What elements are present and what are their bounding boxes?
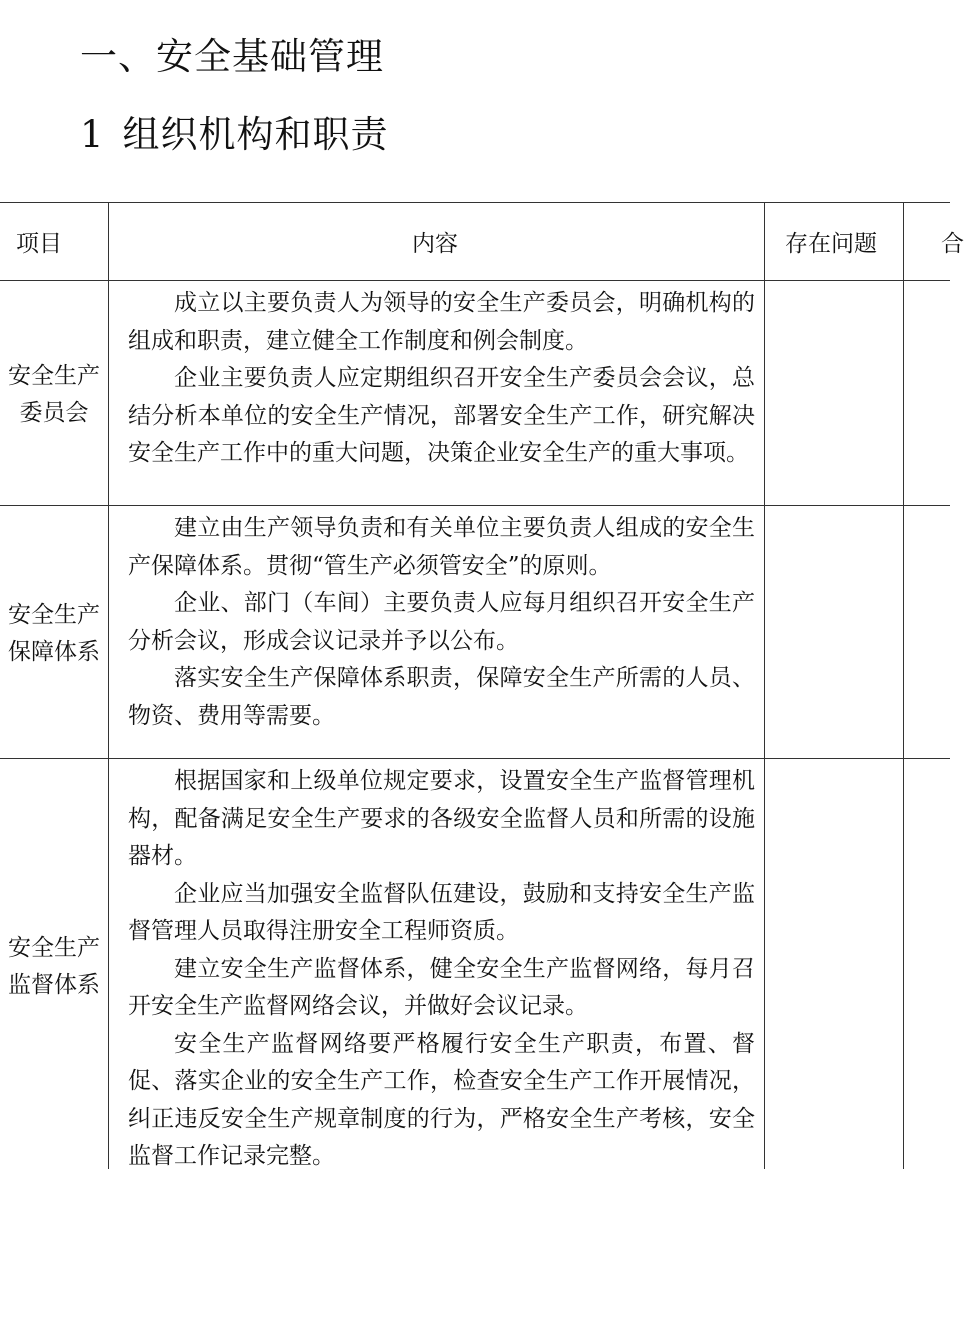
subsection-number: 1 xyxy=(80,113,105,156)
content-paragraph: 成立以主要负责人为领导的安全生产委员会，明确机构的组成和职责，建立健全工作制度和例会制度。 xyxy=(128,290,755,354)
row-item-line: 委员会 xyxy=(19,400,89,426)
header-fifth: 合 xyxy=(941,231,964,257)
content-paragraph: 建立安全生产监督体系，健全安全生产监督网络，每月召开安全生产监督网络会议，并做好会议记录。 xyxy=(128,955,755,1019)
content-paragraph: 企业、部门（车间）主要负责人应每月组织召开安全生产分析会议，形成会议记录并予以公布。 xyxy=(128,590,755,654)
row-item xyxy=(0,597,108,677)
row-item xyxy=(0,358,108,438)
content-paragraph: 根据国家和上级单位规定要求，设置安全生产监督管理机构，配备满足安全生产要求的各级安全监督人员和所需的设施器材。 xyxy=(128,768,755,869)
row-item xyxy=(0,930,108,1010)
content-paragraph: 安全生产监督网络要严格履行安全生产职责，布置、督促、落实企业的安全生产工作，检查安全生产工作开展情况，纠正违反安全生产规章制度的行为，严格安全生产考核，安全监督工作记录完整。 xyxy=(128,1030,755,1169)
row-divider xyxy=(0,758,950,759)
header-divider xyxy=(0,280,950,281)
column-divider xyxy=(764,202,765,1169)
header-content: 内容 xyxy=(412,231,458,257)
header-issues: 存在问题 xyxy=(785,231,877,257)
row-content xyxy=(128,285,755,503)
table-border-top xyxy=(0,202,950,203)
row-item-line: 安全生产 xyxy=(8,935,100,961)
row-item-line: 安全生产 xyxy=(8,602,100,628)
subsection-title: 组织机构和职责 xyxy=(122,113,389,156)
row-content xyxy=(128,763,755,1173)
row-item-line: 安全生产 xyxy=(8,363,100,389)
section-heading: 一、安全基础管理 xyxy=(80,35,384,78)
content-paragraph: 企业应当加强安全监督队伍建设，鼓励和支持安全生产监督管理人员取得注册安全工程师资质。 xyxy=(128,880,755,944)
content-paragraph: 企业主要负责人应定期组织召开安全生产委员会会议，总结分析本单位的安全生产情况，部署安全生产工作，研究解决安全生产工作中的重大问题，决策企业安全生产的重大事项。 xyxy=(128,365,755,466)
row-item-line: 监督体系 xyxy=(8,972,100,998)
content-paragraph: 落实安全生产保障体系职责，保障安全生产所需的人员、物资、费用等需要。 xyxy=(128,665,755,729)
column-divider xyxy=(903,202,904,1169)
row-item-line: 保障体系 xyxy=(8,639,100,665)
row-divider xyxy=(0,505,950,506)
content-paragraph: 建立由生产领导负责和有关单位主要负责人组成的安全生产保障体系。贯彻“管生产必须管安全”的原则。 xyxy=(128,515,755,579)
header-item: 项目 xyxy=(16,231,62,257)
row-content xyxy=(128,510,755,758)
column-divider xyxy=(108,202,109,1169)
